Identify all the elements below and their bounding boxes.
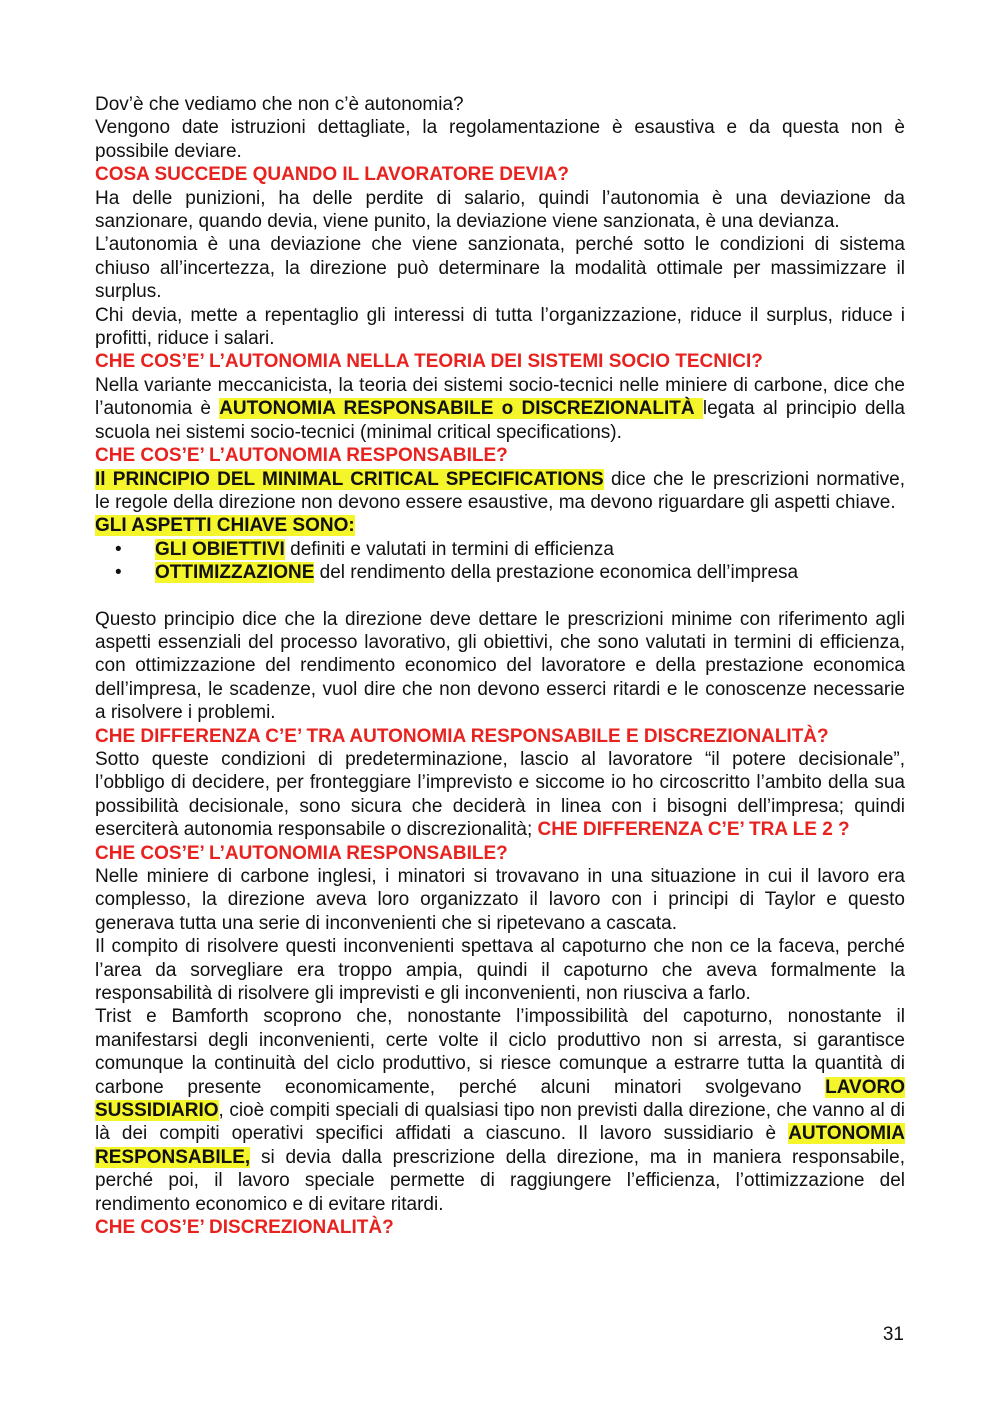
text-run: Sotto queste condizioni di predeterminazione, lascio al lavoratore “il potere decisionale”, l’obbligo di decidere, per fronteggiare l’imprevisto e siccome io ho circoscritto l’ambito della sua possibilità decisionale, sono sicura che deciderà in linea con i bisogni dell’impresa; quindi eserciterà autonomia responsabile o discrezionalità; — [95, 748, 905, 841]
paragraph — [95, 374, 905, 444]
text-run: definiti e valutati in termini di efficienza — [284, 538, 614, 560]
highlighted-term: GLI OBIETTIVI — [155, 538, 285, 560]
paragraph — [95, 748, 905, 842]
text-run: , cioè compiti speciali di qualsiasi tipo non previsti dalla direzione, che vanno al di là dei compiti operativi specifici affidati a ciascuno. Il lavoro sussidiario è — [95, 1100, 905, 1145]
paragraph: Questo principio dice che la direzione deve dettare le prescrizioni minime con riferimento agli aspetti essenziali del processo lavorativo, gli obiettivi, che sono valutati in termini di efficienza, con ottimizzazione del rendimento economico del lavoratore e della prestazione economica dell’impresa, le scadenze, vuol dire che non devono esserci ritardi e le conoscenze necessarie a risolvere i problemi. — [95, 608, 905, 724]
spacer — [95, 585, 905, 608]
paragraph: Nelle miniere di carbone inglesi, i minatori si trovavano in una situazione in cui il lavoro era complesso, la direzione aveva loro organizzato il lavoro con i principi di Taylor e questo generava tutta una serie di inconvenienti che si ripetevano a cascata. — [95, 866, 905, 934]
paragraph — [95, 468, 905, 515]
page-number: 31 — [882, 1324, 904, 1345]
paragraph — [95, 1005, 905, 1216]
highlighted-term: GLI ASPETTI CHIAVE SONO: — [95, 515, 355, 537]
text-run: si devia dalla prescrizione della direzione, ma in maniera responsabile, perché poi, il lavoro speciale permette di raggiungere l’efficienza, l’ottimizzazione del rendimento economico e di evitare ritardi. — [95, 1146, 905, 1215]
paragraph: Vengono date istruzioni dettagliate, la regolamentazione è esaustiva e da questa non è possibile deviare. — [95, 117, 905, 162]
highlighted-term: LAVORO SUSSIDIARIO — [95, 1076, 905, 1122]
question-heading: CHE COS’E’ L’AUTONOMIA RESPONSABILE? — [95, 445, 508, 467]
paragraph: Ha delle punizioni, ha delle perdite di salario, quindi l’autonomia è una deviazione da sanzionare, quando devia, viene punito, la deviazione viene sanzionata, è una devianza. — [95, 187, 905, 233]
paragraph: L’autonomia è una deviazione che viene sanzionata, perché sotto le condizioni di sistema chiuso all’incertezza, la direzione può determinare la modalità ottimale per massimizzare il surplus. — [95, 234, 905, 303]
paragraph: Dov’è che vediamo che non c’è autonomia? — [95, 94, 464, 115]
text-run: legata al principio della scuola nei sistemi socio-tecnici (minimal critical specifications). — [95, 398, 906, 443]
text-run: Trist e Bamforth scoprono che, nonostante l’impossibilità del capoturno, nonostante il manifestarsi degli inconvenienti, certe volte il ciclo produttivo non si arresta, si garantisce comunque la continuità del ciclo produttivo, si riesce comunque a estrarre tutta la quantità di carbone presente economicamente, perché alcuni minatori svolgevano — [95, 1006, 905, 1098]
highlighted-term: AUTONOMIA RESPONSABILE o DISCREZIONALITÀ — [219, 398, 703, 420]
question-heading: CHE COS’E’ DISCREZIONALITÀ? — [95, 1217, 394, 1239]
question-heading: CHE COS’E’ L’AUTONOMIA RESPONSABILE? — [95, 842, 508, 864]
key-aspects-list — [95, 538, 905, 585]
text-run: Nella variante meccanicista, la teoria dei sistemi socio-tecnici nelle miniere di carbone, dice che l’autonomia è — [95, 374, 905, 420]
question-heading: CHE DIFFERENZA C’E’ TRA AUTONOMIA RESPONSABILE E DISCREZIONALITÀ? — [95, 725, 829, 747]
key-aspects-heading — [95, 514, 905, 537]
text-run: del rendimento della prestazione economica dell’impresa — [314, 562, 799, 584]
bullet-icon: • — [115, 562, 122, 584]
text-run: dice che le prescrizioni normative, le regole della direzione non devono essere esaustive, ma devono riguardare gli aspetti chiave. — [95, 468, 905, 513]
question-heading: COSA SUCCEDE QUANDO IL LAVORATORE DEVIA? — [95, 164, 569, 186]
list-item — [95, 561, 905, 584]
list-item — [95, 538, 905, 561]
question-heading: CHE COS’E’ L’AUTONOMIA NELLA TEORIA DEI SISTEMI SOCIO TECNICI? — [95, 351, 763, 373]
highlighted-term: Il PRINCIPIO DEL MINIMAL CRITICAL SPECIFICATIONS — [95, 468, 604, 490]
paragraph: Chi devia, mette a repentaglio gli interessi di tutta l’organizzazione, riduce il surplus, riduce i profitti, riduce i salari. — [95, 304, 905, 350]
highlighted-term: AUTONOMIA RESPONSABILE, — [95, 1123, 905, 1168]
document-page — [95, 93, 905, 1240]
paragraph: Il compito di risolvere questi inconvenienti spettava al capoturno che non ce la faceva, perché l’area da sorvegliare era troppo ampia, quindi il capoturno che aveva formalmente la responsabilità di risolvere gli imprevisti e gli inconvenienti, non riusciva a farlo. — [95, 936, 905, 1005]
inline-question: CHE DIFFERENZA C’E’ TRA LE 2 ? — [537, 819, 850, 841]
highlighted-term: OTTIMIZZAZIONE — [155, 562, 315, 584]
bullet-icon: • — [115, 538, 122, 560]
